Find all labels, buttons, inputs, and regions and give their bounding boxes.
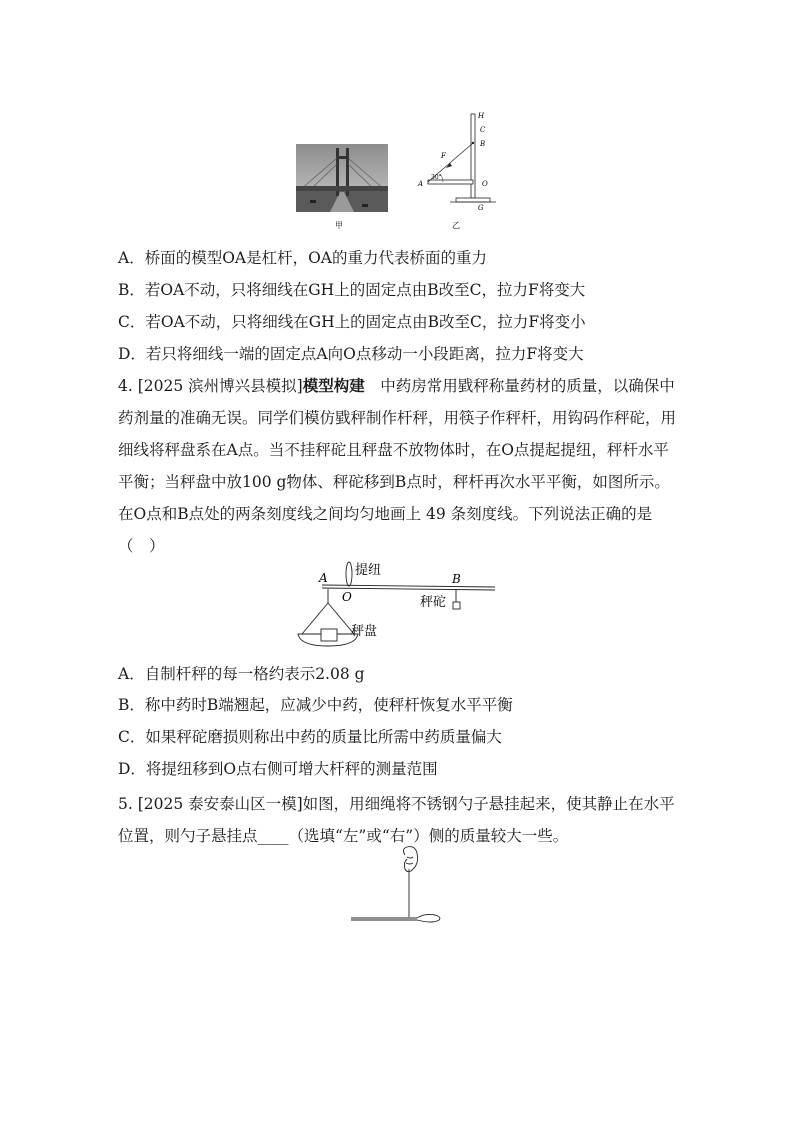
label-angle: 30° [431, 174, 442, 181]
q3-option-d: D．若只将细线一端的固定点A向O点移动一小段距离，拉力F将变大 [118, 345, 584, 363]
label-F: F [441, 152, 446, 160]
steelyard-label-chengpan: 秤盘 [351, 624, 378, 639]
q5-stem: 5. [2025 泰安泰山区一模]如图，用细绳将不锈钢勺子悬挂起来，使其静止在水平位置，则勺子悬挂点____（选填“左”或“右”）侧的质量较大一些。 [118, 795, 675, 845]
q4-stem [118, 370, 678, 562]
q3-option-c: C．若OA不动，只将细线在GH上的固定点由B改至C，拉力F将变小 [118, 313, 586, 331]
label-G: G [478, 204, 484, 212]
q4-option-b: B．称中药时B端翘起，应减少中药，使秤杆恢复水平平衡 [118, 696, 513, 714]
steelyard-label-tizhu: 提纽 [355, 563, 382, 578]
q4-option-c: C．如果秤砣磨损则称出中药的质量比所需中药质量偏大 [118, 728, 502, 746]
q4-option-d: D．将提纽移到O点右侧可增大杆秤的测量范围 [118, 760, 438, 778]
steelyard-label-A: A [319, 571, 328, 585]
bridge-photo [296, 144, 388, 212]
q4-tag: 模型构建 [302, 376, 365, 395]
steelyard-figure [290, 558, 505, 653]
steelyard-label-chengtuo: 秤砣 [420, 595, 447, 610]
caption-jia: 甲 [335, 221, 343, 230]
label-O: O [482, 180, 488, 188]
bridge-figure [290, 108, 510, 233]
lever-diagram [428, 114, 496, 202]
steelyard-label-B: B [452, 572, 461, 586]
q3-option-b: B．若OA不动，只将细线在GH上的固定点由B改至C，拉力F将变大 [118, 281, 586, 299]
label-C: C [480, 126, 486, 134]
label-A: A [418, 180, 424, 188]
q4-source: 4. [2025 滨州博兴县模拟] [118, 377, 303, 395]
label-B: B [480, 140, 486, 148]
q3-option-a: A．桥面的模型OA是杠杆，OA的重力代表桥面的重力 [118, 249, 487, 267]
spoon-figure [345, 843, 445, 928]
q4-text: 中药房常用戥秤称量药材的质量，以确保中药剂量的准确无误。同学们模仿戥秤制作杆秤，用筷子作秤杆，用钩码作秤砣，用细线将秤盘系在A点。当不挂秤砣且秤盘不放物体时，在O点提起提纽，秤杆水平平衡；当秤盘中放100 g物体、秤砣移到B点时，秤杆再次水平平衡，如图所示。在O点和B点处的两条刻度线之间均匀地画上 49 条刻度线。下列说法正确的是（ ） [118, 377, 677, 555]
caption-yi: 乙 [452, 221, 460, 230]
steelyard-label-O: O [342, 590, 352, 604]
q4-option-a: A．自制杆秤的每一格约表示2.08 g [118, 665, 365, 683]
label-H: H [478, 112, 485, 120]
